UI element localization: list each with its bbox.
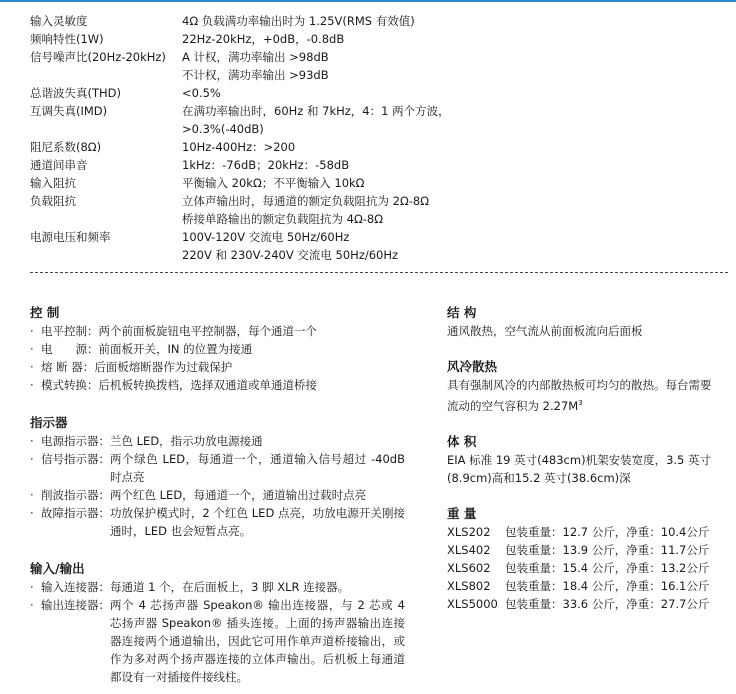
weight-model: XLS5000 — [447, 596, 498, 611]
bullet: · — [30, 378, 34, 392]
bullet: · — [30, 452, 34, 466]
weight-model: XLS602 — [447, 560, 491, 575]
weight-model: XLS202 — [447, 524, 491, 539]
spec-row — [30, 120, 720, 138]
io-title: 输入/输出 — [30, 561, 85, 576]
spec-label: 频响特性(1W) — [30, 32, 104, 46]
right-column — [447, 304, 722, 613]
weight-row — [447, 523, 722, 541]
spec-label: 输入阻抗 — [30, 176, 76, 190]
item-text: 两个前面板旋钮电平控制器，每个通道一个 — [98, 324, 317, 338]
bullet: · — [30, 580, 34, 594]
item-text: 两个绿色 LED，每通道一个，通道输入信号超过 -40dB 时点亮 — [110, 452, 405, 484]
cooling-section — [447, 358, 722, 415]
item-text: 后机板转换拨档，选择双通道或单通道桥接 — [98, 378, 317, 392]
weight-section — [447, 505, 722, 613]
spec-value: 22Hz-20kHz，+0dB，-0.8dB — [182, 32, 345, 46]
list-item — [30, 340, 420, 358]
spec-value: A 计权，满功率输出 >98dB — [182, 50, 329, 64]
bullet: · — [30, 360, 34, 374]
indicators-title: 指示器 — [30, 415, 68, 430]
item-label: 电源指示器： — [41, 434, 110, 448]
item-text: 两个 4 芯扬声器 Speakon® 输出连接器，与 2 芯或 4 芯扬声器 Speakon® 插头连接。上面的扬声器输出连接器连接两个通道输出，因此它可用作单声道桥接输出，或作为多对两个扬声器连接的立体声输出。后机板上每通道都设有一对插接件接线柱。 — [110, 598, 405, 684]
spec-value: 220V 和 230V-240V 交流电 50Hz/60Hz — [182, 248, 399, 262]
spec-label: 互调失真(IMD) — [30, 104, 108, 118]
item-text: 兰色 LED，指示功放电源接通 — [110, 434, 263, 448]
bullet: · — [30, 434, 34, 448]
list-item — [30, 596, 420, 686]
io-section — [30, 560, 420, 686]
bullet: · — [30, 488, 34, 502]
item-label: 信号指示器： — [41, 452, 110, 466]
spec-row — [30, 66, 720, 84]
left-column — [30, 304, 420, 686]
cooling-title: 风冷散热 — [447, 359, 498, 374]
structure-title: 结 构 — [447, 305, 477, 320]
spec-value: 1kHz：-76dB；20kHz：-58dB — [182, 158, 350, 172]
item-text: 两个红色 LED，每通道一个，通道输出过载时点亮 — [110, 488, 367, 502]
spec-value: 立体声输出时，每通道的额定负载阻抗为 2Ω-8Ω — [182, 194, 430, 208]
spec-label — [30, 66, 182, 84]
spec-row — [30, 174, 720, 192]
top-rule — [0, 0, 736, 2]
bullet: · — [30, 342, 34, 356]
item-label: 输出连接器： — [41, 598, 110, 612]
weight-text: 包装重量：13.9 公斤，净重：11.7公斤 — [505, 542, 710, 557]
spec-value: 不计权，满功率输出 >93dB — [182, 68, 329, 82]
structure-text: 通风散热，空气流从前面板流向后面板 — [447, 324, 643, 338]
spec-label — [30, 120, 182, 138]
list-item — [30, 432, 420, 450]
weight-text: 包装重量：12.7 公斤，净重：10.4公斤 — [505, 524, 710, 539]
dimensions-section — [447, 433, 722, 487]
spec-label: 输入灵敏度 — [30, 14, 88, 28]
cooling-text-main: 具有强制风冷的内部散热板可均匀的散热。每台需要流动的空气容积为 2.27M — [447, 378, 712, 413]
spec-row — [30, 84, 720, 102]
item-text: 前面板开关，IN 的位置为接通 — [98, 342, 253, 356]
item-label: 输入连接器： — [41, 580, 110, 594]
spec-row — [30, 30, 720, 48]
controls-title: 控 制 — [30, 305, 60, 320]
spec-row — [30, 12, 720, 30]
weight-row — [447, 577, 722, 595]
bullet: · — [30, 324, 34, 338]
list-item — [30, 450, 420, 486]
weight-title: 重 量 — [447, 505, 477, 521]
spec-value: >0.3%(-40dB) — [182, 122, 264, 136]
spec-value: 平衡输入 20kΩ；不平衡输入 10kΩ — [182, 176, 365, 190]
item-label: 电 源： — [41, 342, 99, 356]
bullet: · — [30, 506, 34, 520]
spec-row — [30, 246, 720, 264]
spec-row — [30, 138, 720, 156]
item-text: 功放保护模式时，2 个红色 LED 点亮，功放电源开关刚接通时，LED 也会短暂点亮。 — [110, 506, 405, 538]
spec-row — [30, 228, 720, 246]
weight-model: XLS402 — [447, 542, 491, 557]
spec-value: 4Ω 负载满功率输出时为 1.25V(RMS 有效值) — [182, 14, 415, 28]
spec-row — [30, 192, 720, 210]
spec-row — [30, 48, 720, 66]
dimensions-title: 体 积 — [447, 433, 477, 449]
spec-value: 桥接单路输出的额定负载阻抗为 4Ω-8Ω — [182, 212, 384, 226]
dimensions-text: EIA 标准 19 英寸(483cm)机架安装宽度，3.5 英寸(8.9cm)高和15.2 英寸(38.6cm)深 — [447, 452, 712, 485]
weight-text: 包装重量：15.4 公斤，净重：13.2公斤 — [505, 560, 710, 575]
spec-label — [30, 210, 182, 228]
spec-label: 通道间串音 — [30, 158, 88, 172]
spec-value: 100V-120V 交流电 50Hz/60Hz — [182, 230, 350, 244]
spec-table — [30, 12, 720, 264]
list-item — [30, 504, 420, 540]
spec-label: 信号噪声比(20Hz-20kHz) — [30, 50, 166, 64]
list-item — [30, 376, 420, 394]
item-text: 每通道 1 个，在后面板上，3 脚 XLR 连接器。 — [110, 580, 350, 594]
bullet: · — [30, 598, 34, 612]
item-label: 电平控制： — [41, 324, 99, 338]
weight-text: 包装重量：33.6 公斤，净重：27.7公斤 — [505, 596, 710, 611]
spec-value: 在满功率输出时，60Hz 和 7kHz，4：1 两个方波， — [182, 104, 450, 118]
list-item — [30, 486, 420, 504]
item-label: 熔 断 器： — [41, 360, 95, 374]
spec-label: 阻尼系数(8Ω) — [30, 140, 102, 154]
item-label: 模式转换： — [41, 378, 99, 392]
spec-label: 负载阻抗 — [30, 194, 76, 208]
weight-row — [447, 595, 722, 613]
item-text: 后面板熔断器作为过载保护 — [94, 360, 233, 374]
spec-label: 电源电压和频率 — [30, 230, 111, 244]
item-label: 故障指示器： — [41, 506, 110, 520]
item-label: 削波指示器： — [41, 488, 110, 502]
indicators-section — [30, 414, 420, 540]
spec-value: 10Hz-400Hz：>200 — [182, 140, 296, 154]
spec-value: <0.5% — [182, 86, 221, 100]
list-item — [30, 578, 420, 596]
weight-row — [447, 541, 722, 559]
spec-label: 总谐波失真(THD) — [30, 86, 121, 100]
spec-label — [30, 246, 182, 264]
list-item — [30, 322, 420, 340]
spec-row — [30, 210, 720, 228]
spec-row — [30, 102, 720, 120]
weight-row — [447, 559, 722, 577]
dashed-divider — [30, 272, 728, 273]
spec-row — [30, 156, 720, 174]
list-item — [30, 358, 420, 376]
cooling-text-sup: 3 — [578, 399, 583, 407]
structure-section — [447, 304, 722, 340]
cooling-text — [447, 376, 722, 415]
weight-text: 包装重量：18.4 公斤，净重：16.1公斤 — [505, 578, 710, 593]
controls-section — [30, 304, 420, 394]
weight-model: XLS802 — [447, 578, 491, 593]
